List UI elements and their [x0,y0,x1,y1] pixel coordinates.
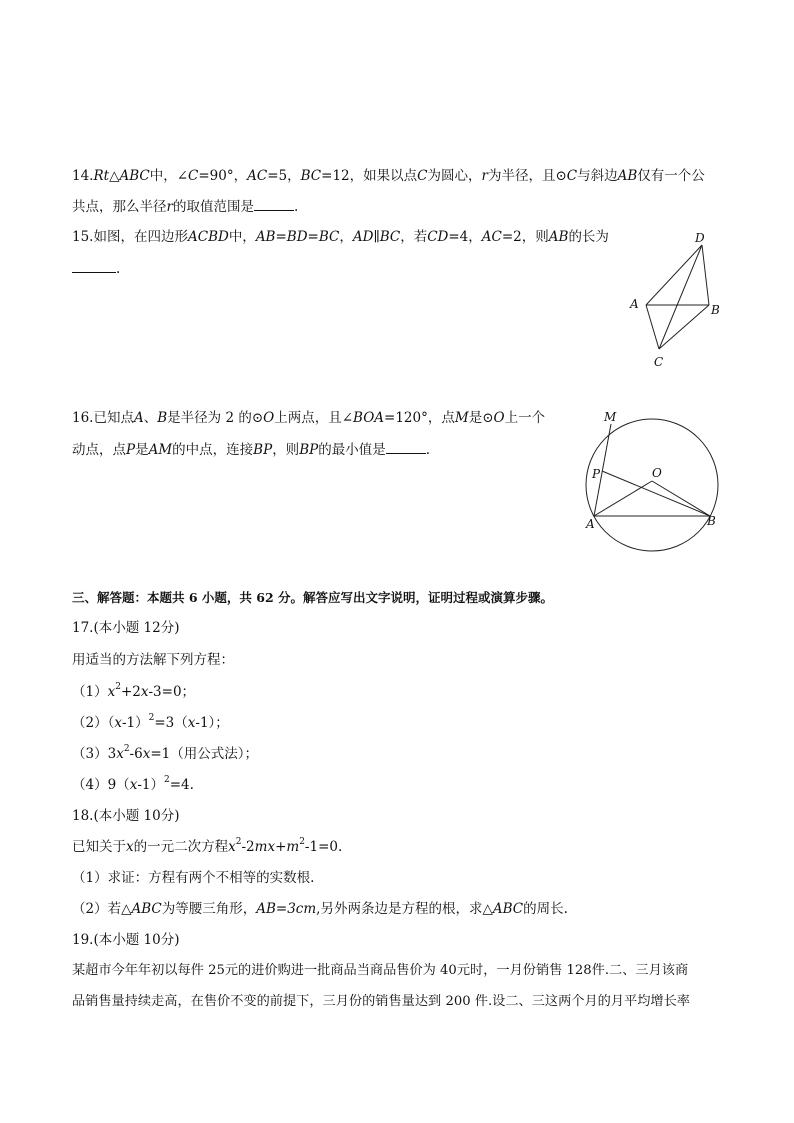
q16-line2: 动点，点P是AM的中点，连接BP，则BP的最小值是 . [72,442,430,458]
q15-figure [620,228,730,370]
q15-line1: 15.如图，在四边形ACBD中，AB=BD=BC，AD∥BC，若CD=4，AC=2，则AB的长为 [72,229,609,245]
q18-head: 18.(本小题 10分) [72,808,180,824]
label-P: P [592,467,601,481]
q16-figure [580,405,730,565]
q19-line2: 品销售量持续走高，在售价不变的前提下，三月份的销售量达到 200 件.设二、三这两个月的月平均增长率 [72,994,690,1009]
q19-line1: 某超市今年年初以每件 25元的进价购进一批商品当商品售价为 40元时，一月份销售 128件.二、三月该商 [72,963,689,978]
label-D: D [695,231,705,245]
q15-line2: . [72,260,120,277]
q18-part2: （2）若△ABC为等腰三角形，AB=3cm,另外两条边是方程的根，求△ABC的周长. [72,901,568,917]
q18-part1: （1）求证：方程有两个不相等的实数根. [72,870,315,886]
label-C: C [654,355,664,369]
q17-part4: $(4)9(x-1)^2=4$. [72,774,194,793]
answer-blank [386,441,426,454]
label-M: M [604,410,617,424]
q17-head: 17.(本小题 12分) [72,620,180,636]
label-B: B [711,303,720,317]
label-A: A [630,297,639,311]
q17-part2: $(2)(x-1)^2=3(x-1)$； [72,712,229,731]
label-A: A [586,517,595,531]
q17-part1: $(1)x^2+2x-3=0$； [72,681,196,700]
q17-intro: 用适当的方法解下列方程： [72,652,234,668]
q14-line1: 14.Rt△ABC中，∠C=90°，AC=5，BC=12，如果以点C为圆心，r为半径，且⊙C与斜边AB仅有一个公 [72,168,705,184]
q19-head: 19.(本小题 10分) [72,932,180,948]
section-3-heading: 三、解答题：本题共 6 小题，共 62 分。解答应写出文字说明，证明过程或演算步骤。 [72,590,554,605]
q18-intro: 已知关于x的一元二次方程$x^2-2mx+m^2-1=0$. [72,836,343,855]
q17-part3: $(3)3x^2-6x=1$（用公式法）； [72,743,258,762]
label-O: O [652,466,662,480]
q16-line1: 16.已知点A、B是半径为 2 的⊙O上两点，且∠BOA=120°，点M是⊙O上一个 [72,410,546,426]
q14-line2: 共点，那么半径r的取值范围是 . [72,199,299,215]
label-B: B [707,514,716,528]
answer-blank [254,198,294,211]
answer-blank [72,260,116,273]
